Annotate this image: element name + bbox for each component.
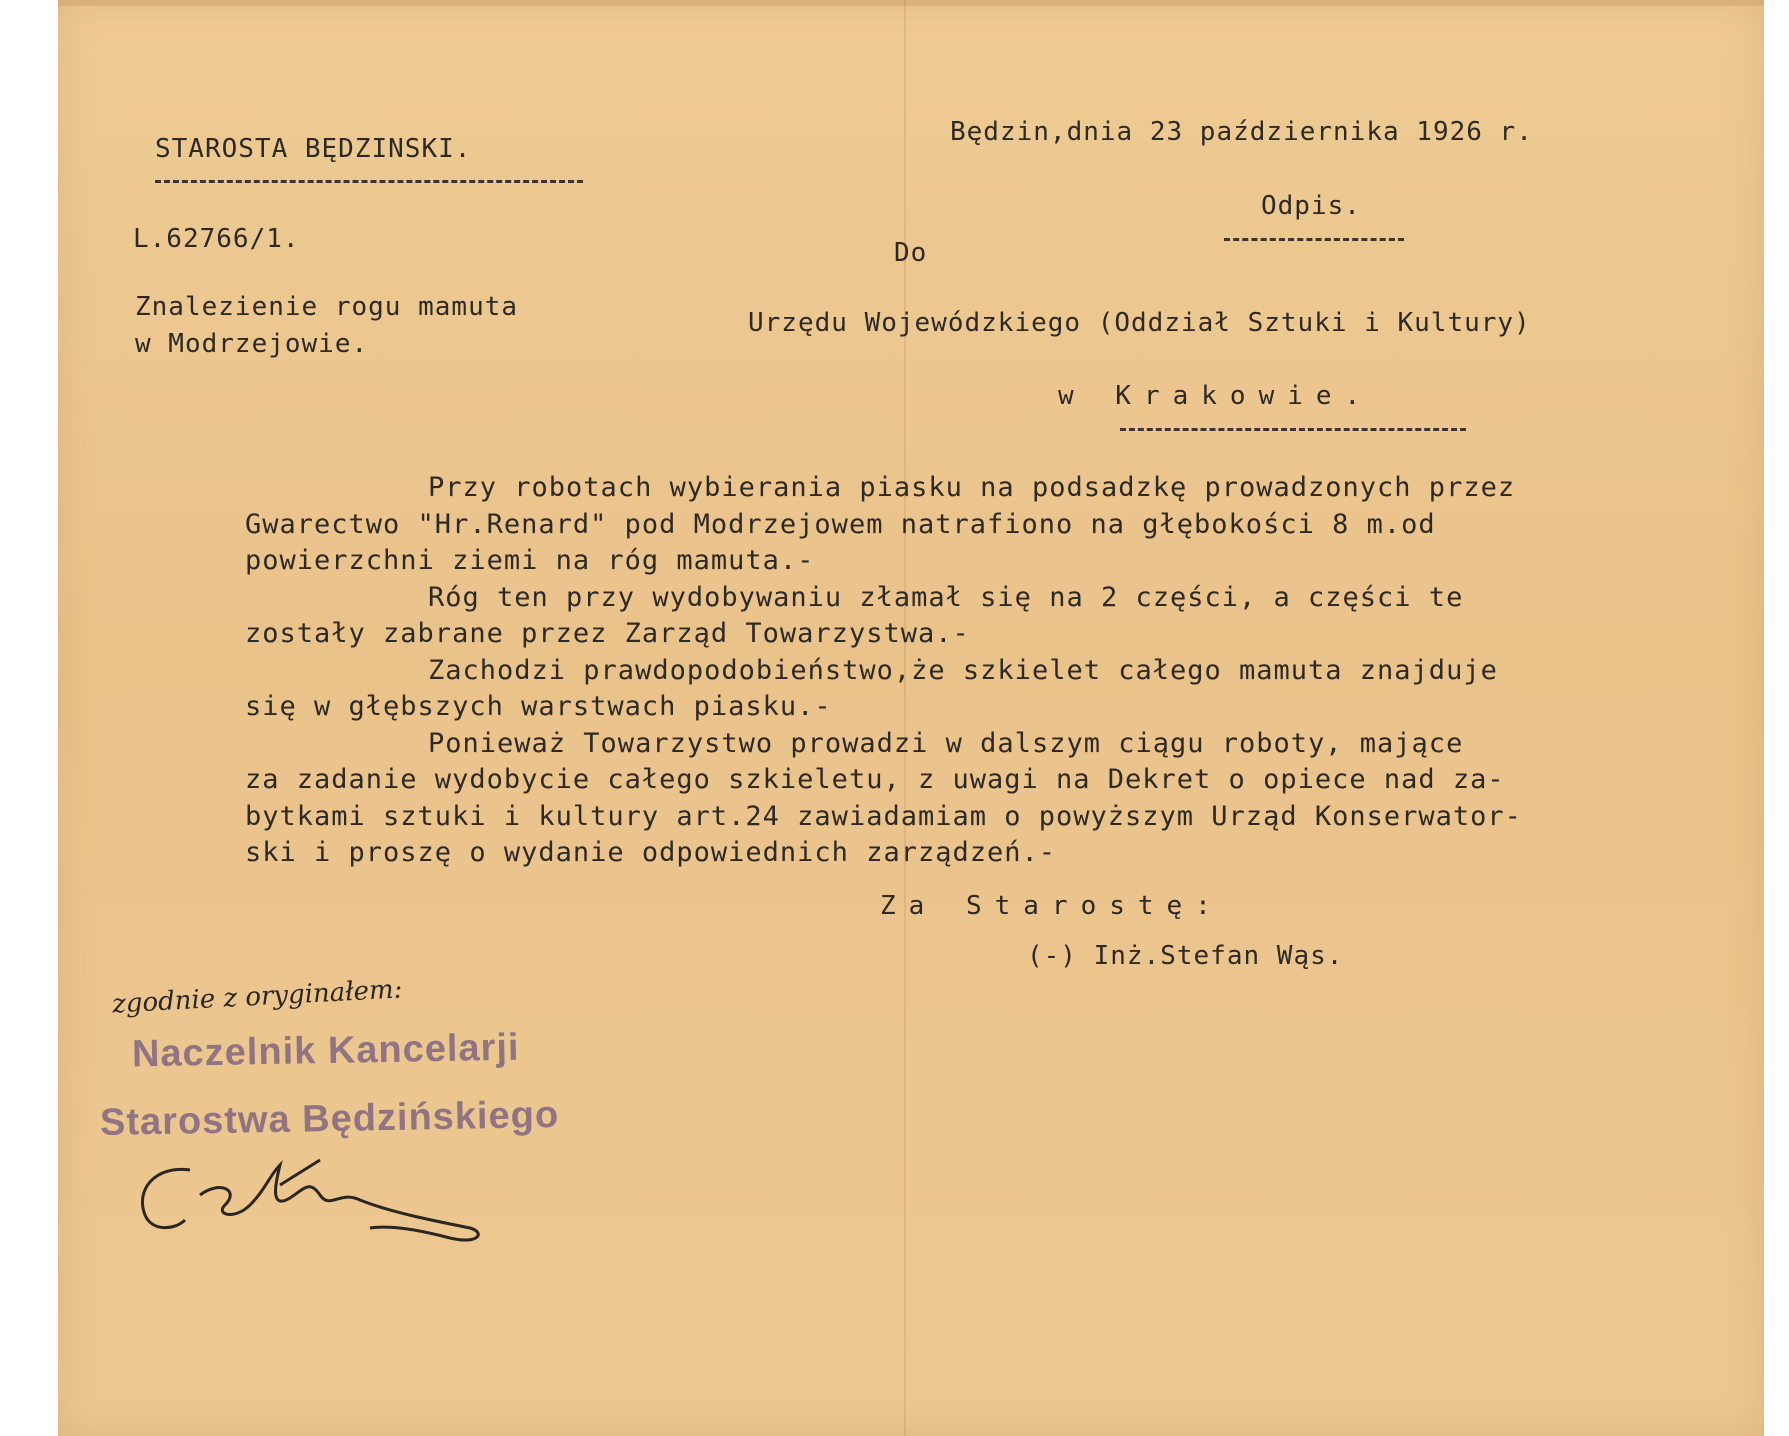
authority-underline (155, 180, 583, 183)
body-line: Ponieważ Towarzystwo prowadzi w dalszym ciągu roboty, mające (428, 727, 1464, 759)
stamp-line-1: Naczelnik Kancelarji (131, 1026, 520, 1076)
body-line: ski i proszę o wydanie odpowiednich zarządzeń.- (245, 837, 1057, 868)
signature-name: (-) Inż.Stefan Wąs. (1027, 941, 1344, 971)
signature-for-line: Za Starostę: (880, 891, 1224, 921)
body-line: Gwarectwo "Hr.Renard" pod Modrzejowem natrafiono na głębokości 8 m.od (245, 508, 1436, 540)
authority-heading: STAROSTA BĘDZINSKI. (155, 134, 472, 164)
body-line: bytkami sztuki i kultury art.24 zawiadamiam o powyższym Urząd Konserwator- (245, 800, 1522, 832)
subject-line-2: w Modrzejowie. (135, 329, 369, 359)
addressee-office: Urzędu Wojewódzkiego (Oddział Sztuki i Kultury) (748, 308, 1531, 338)
body-line: powierzchni ziemi na róg mamuta.- (245, 545, 815, 576)
body-line: Przy robotach wybierania piasku na podsadzkę prowadzonych przez (428, 472, 1516, 503)
body-line: za zadanie wydobycie całego szkieletu, z uwagi na Dekret o opiece nad za- (245, 764, 1505, 795)
letter-body (245, 470, 1725, 872)
place-date: Będzin,dnia 23 października 1926 r. (950, 117, 1533, 147)
subject-line-1: Znalezienie rogu mamuta (135, 292, 519, 322)
body-line: Zachodzi prawdopodobieństwo,że szkielet całego mamuta znajduje (428, 654, 1498, 686)
handwritten-signature (130, 1150, 510, 1270)
addressee-city: w Krakowie. (1058, 381, 1374, 411)
reference-number: L.62766/1. (133, 224, 300, 254)
body-line: zostały zabrane przez Zarząd Towarzystwa.- (245, 618, 970, 649)
copy-mark-underline (1224, 238, 1404, 241)
body-line: się w głębszych warstwach piasku.- (245, 691, 832, 722)
body-line: Róg ten przy wydobywaniu złamał się na 2 części, a części te (428, 581, 1464, 613)
handwritten-certification: zgodnie z oryginałem: (111, 974, 404, 1020)
addressee-to: Do (894, 238, 928, 268)
stamp-line-2: Starostwa Będzińskiego (99, 1093, 560, 1145)
addressee-city-underline (1120, 428, 1466, 431)
paper-edge (58, 0, 1764, 6)
copy-mark: Odpis. (1261, 191, 1361, 221)
